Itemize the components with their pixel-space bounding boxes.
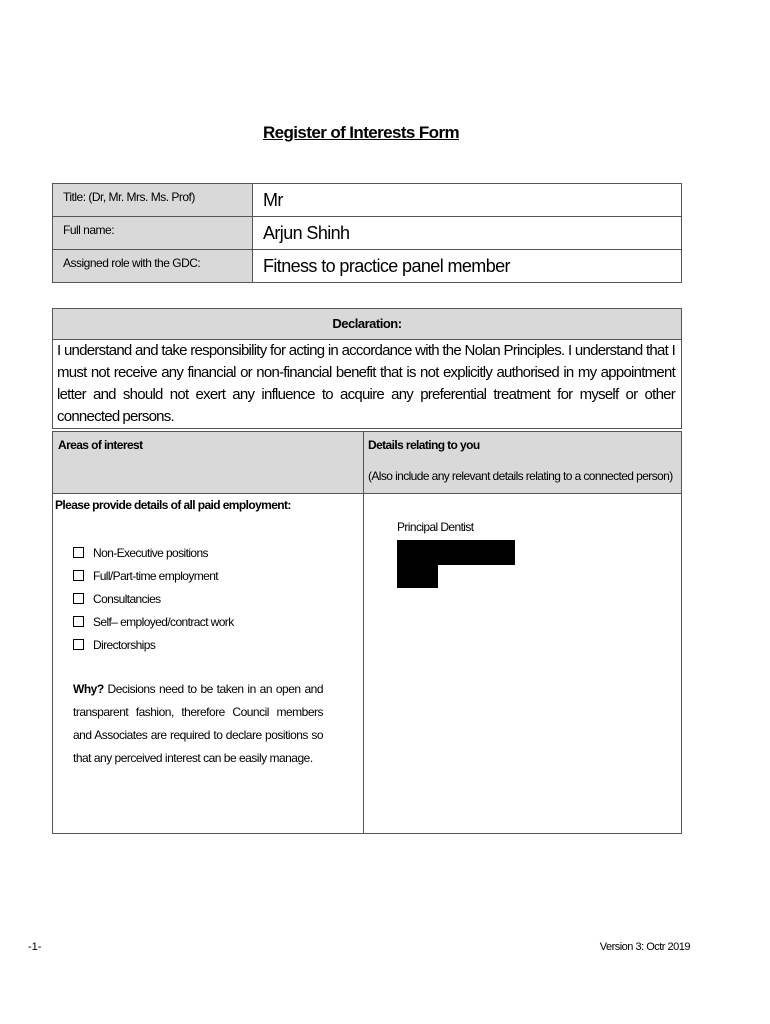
table-row [53,184,682,217]
option-label: Directorships [93,637,156,652]
list-item [73,564,234,587]
option-label: Full/Part-time employment [93,568,219,583]
version-label: Version 3: Octr 2019 [599,941,690,953]
role-value: Fitness to practice panel member [253,250,682,283]
personal-details-table [52,183,682,283]
details-heading: Details relating to you [368,438,480,452]
interests-table [52,431,682,834]
table-row [53,250,682,283]
employment-options [73,541,234,656]
full-name-label: Full name: [53,217,253,250]
why-label: Why? [73,682,104,696]
full-name-value: Arjun Shinh [253,217,682,250]
option-label: Non-Executive positions [93,545,208,560]
paid-employment-heading: Please provide details of all paid employment: [55,498,291,512]
title-label: Title: (Dr, Mr. Mrs. Ms. Prof) [53,184,253,217]
option-label: Self– employed/contract work [93,614,234,629]
option-label: Consultancies [93,591,161,606]
checkbox-non-executive[interactable] [73,547,84,558]
interests-header [53,432,681,494]
title-value: Mr [253,184,682,217]
why-text: Decisions need to be taken in an open and transparent fashion, therefore Council members and Associates are required to declare positions so that any perceived interest can be easily manage. [73,682,323,765]
redaction-block [397,540,515,565]
declaration-heading: Declaration: [53,309,681,340]
declaration-box [52,308,682,429]
form-title: Register of Interests Form [262,123,459,142]
checkbox-full-part-time[interactable] [73,570,84,581]
list-item [73,587,234,610]
list-item [73,633,234,656]
column-divider [363,432,364,833]
list-item [73,610,234,633]
details-note: (Also include any relevant details relating to a connected person) [368,469,673,483]
table-row [53,217,682,250]
checkbox-self-employed[interactable] [73,616,84,627]
declaration-text: I understand and take responsibility for acting in accordance with the Nolan Principles. I understand that I must not receive any financial or non-financial benefit that is not explicitly authorised in my appointment letter and should not exert any influence to acquire any preferential treatment for myself or other connected persons. [57,342,675,425]
list-item [73,541,234,564]
employment-entry: Principal Dentist [397,520,474,534]
redaction-block [397,565,438,588]
areas-of-interest-heading: Areas of interest [58,438,143,452]
why-explanation [73,678,323,770]
checkbox-consultancies[interactable] [73,593,84,604]
page-number: -1- [28,941,42,953]
role-label: Assigned role with the GDC: [53,250,253,283]
checkbox-directorships[interactable] [73,639,84,650]
